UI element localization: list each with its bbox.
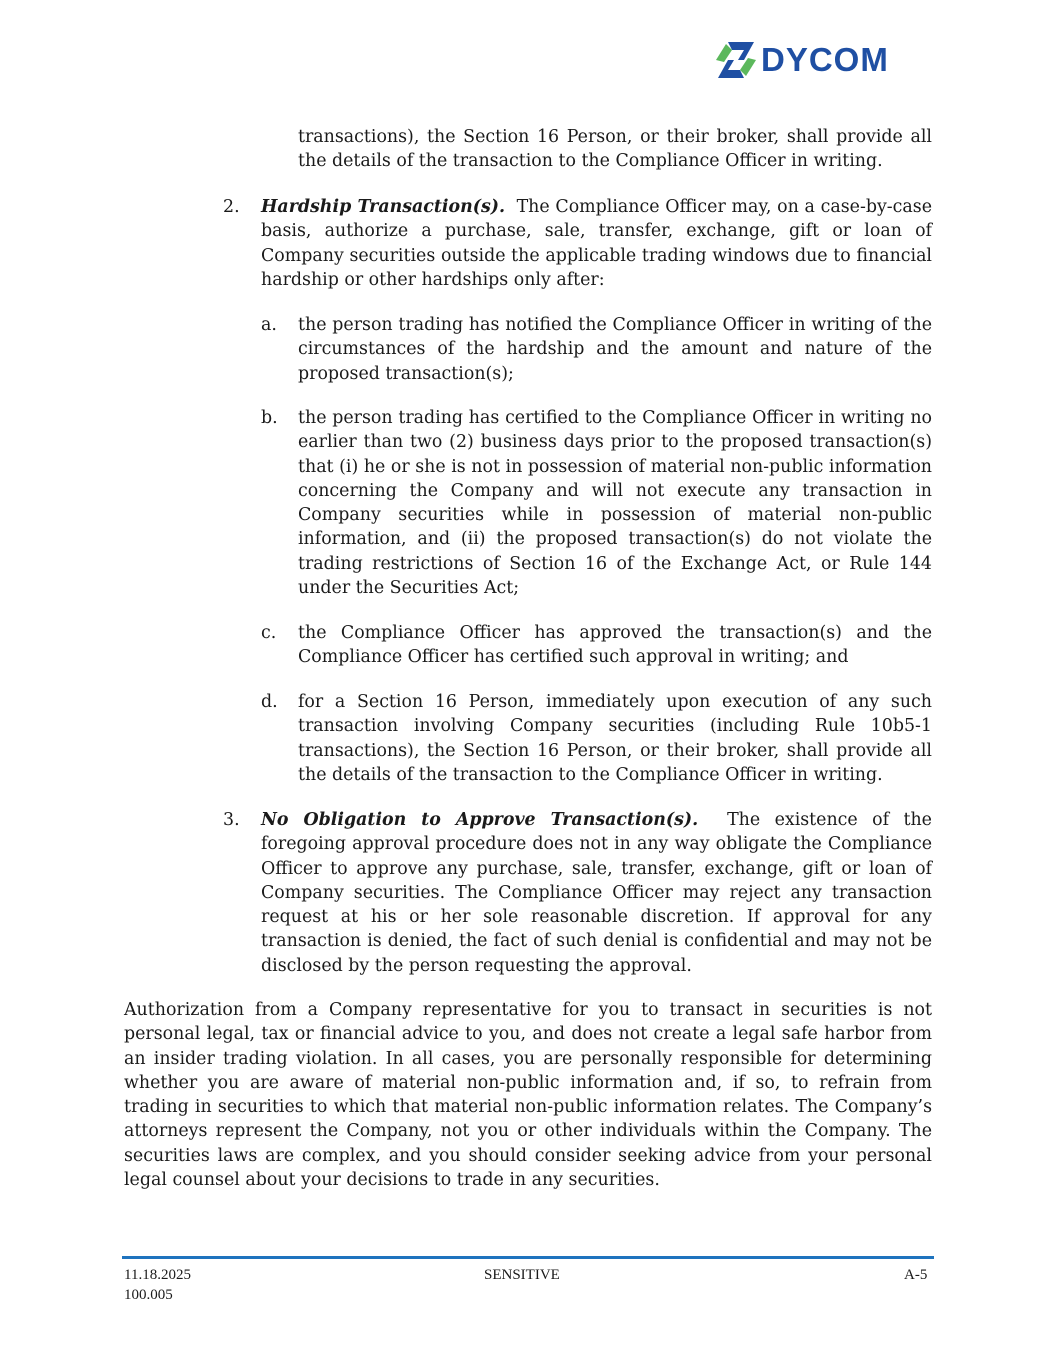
item-2-text: The Compliance Officer may, on a case-by-case basis, authorize a purchase, sale, transfer, exchange, gift or loan of Company securities outside the applicable trading windows due to financial hardship or other hardships only after: xyxy=(261,197,933,290)
logo-wordmark: DYCOM xyxy=(761,41,889,78)
footer-page-number: A-5 xyxy=(904,1267,928,1283)
continuation-paragraph: transactions), the Section 16 Person, or their broker, shall provide all the details of the transaction to the Compliance Officer in writing. xyxy=(298,127,932,172)
footer-rule xyxy=(122,1256,934,1259)
logo-mark-icon xyxy=(714,40,758,80)
company-logo xyxy=(714,40,934,80)
subitem-c-text: the Compliance Officer has approved the transaction(s) and the Compliance Officer has certified such approval in writing; and xyxy=(298,623,932,668)
subitem-a-text: the person trading has notified the Compliance Officer in writing of the circumstances of the hardship and the amount and nature of the proposed transaction(s); xyxy=(298,315,932,384)
footer-doc-number: 100.005 xyxy=(124,1287,173,1303)
subitem-b-text: the person trading has certified to the Compliance Officer in writing no earlier than two (2) business days prior to the proposed transaction(s) that (i) he or she is not in possession of material non-public information concerning the Company and will not execute any transaction in Company securities while in possession of material non-public information, and (ii) the proposed transaction(s) do not violate the trading restrictions of Section 16 of the Exchange Act, or Rule 144 under the Securities Act; xyxy=(298,408,932,599)
subitem-d-marker: d. xyxy=(261,692,278,712)
item-2-marker: 2. xyxy=(223,197,240,217)
footer-date: 11.18.2025 xyxy=(124,1267,191,1283)
footer-classification: SENSITIVE xyxy=(484,1267,560,1283)
subitem-a-marker: a. xyxy=(261,315,277,335)
item-3-paragraph xyxy=(261,808,932,978)
item-2-paragraph xyxy=(261,195,932,292)
item-3-heading: No Obligation to Approve Transaction(s). xyxy=(261,810,699,830)
item-3-text: The existence of the foregoing approval procedure does not in any way obligate the Compliance Officer to approve any purchase, sale, transfer, exchange, gift or loan of Company securities. The Compliance Officer may reject any transaction request at his or her sole reasonable discretion. If approval for any transaction is denied, the fact of such denial is confidential and may not be disclosed by the person requesting the approval. xyxy=(261,810,932,976)
item-2-heading: Hardship Transaction(s). xyxy=(261,197,506,217)
subitem-c-marker: c. xyxy=(261,623,277,643)
closing-paragraph: Authorization from a Company representative for you to transact in securities is not personal legal, tax or financial advice to you, and does not create a legal safe harbor from an insider trading violation. In all cases, you are personally responsible for determining whether you are aware of material non-public information and, if so, to refrain from trading in securities to which that material non-public information relates. The Company’s attorneys represent the Company, not you or other individuals within the Company. The securities laws are complex, and you should consider seeking advice from your personal legal counsel about your decisions to trade in any securities. xyxy=(124,1000,932,1191)
item-3-marker: 3. xyxy=(223,810,240,830)
subitem-b-marker: b. xyxy=(261,408,278,428)
subitem-d-text: for a Section 16 Person, immediately upon execution of any such transaction involving Company securities (including Rule 10b5-1 transactions), the Section 16 Person, or their broker, shall provide all the details of the transaction to the Compliance Officer in writing. xyxy=(298,692,932,785)
